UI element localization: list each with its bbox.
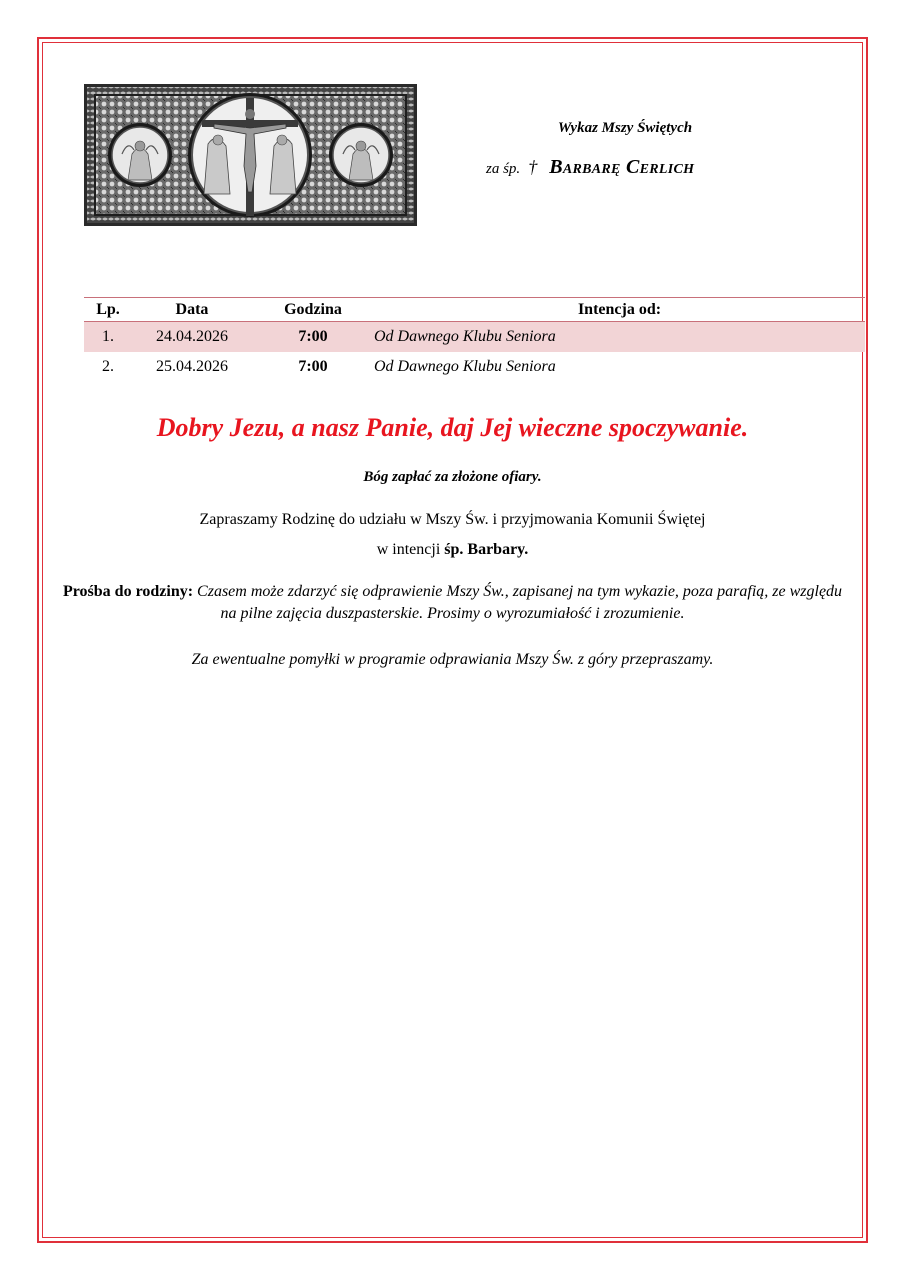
request-text: Czasem może zdarzyć się odprawienie Mszy Św., zapisanej na tym wykazie, poza parafią, ze względu na pilne zajęcia duszpasterskie. Prosimy o wyrozumiałość i zrozumienie.	[197, 583, 843, 622]
table-row	[84, 352, 865, 382]
invitation-name: śp. Barbary.	[444, 541, 529, 558]
document-title: Wykaz Mszy Świętych	[557, 120, 693, 136]
column-header-intention: Intencja od:	[374, 298, 865, 322]
invitation-line-1: Zapraszamy Rodzinę do udziału w Mszy Św. i przyjmowania Komunii Świętej	[199, 511, 706, 528]
invitation-prefix: w intencji	[376, 541, 441, 558]
deceased-name-line	[486, 156, 694, 179]
cell-hour: 7:00	[252, 322, 374, 353]
cell-date: 24.04.2026	[132, 322, 252, 353]
family-request	[60, 581, 845, 625]
name-prefix: za śp.	[486, 161, 521, 177]
cell-date: 25.04.2026	[156, 358, 228, 375]
column-header-lp: Lp.	[84, 298, 132, 322]
column-header-date: Data	[132, 298, 252, 322]
cell-intention: Od Dawnego Klubu Seniora	[374, 322, 865, 353]
mass-schedule-table	[84, 297, 865, 382]
cell-hour: 7:00	[298, 358, 328, 375]
crucifixion-emblem-image	[84, 84, 417, 226]
table-row	[84, 322, 865, 353]
column-header-hour: Godzina	[252, 298, 374, 322]
thanks-text: Bóg zapłać za złożone ofiary.	[363, 469, 542, 485]
prayer-text: Dobry Jezu, a nasz Panie, daj Jej wieczne spoczywanie.	[156, 413, 749, 442]
cross-symbol: †	[528, 157, 538, 177]
request-label: Prośba do rodziny:	[62, 583, 194, 600]
cell-intention: Od Dawnego Klubu Seniora	[374, 358, 556, 375]
invitation-line-2	[40, 541, 865, 559]
cell-lp: 1.	[84, 322, 132, 353]
table-header-row	[84, 298, 865, 322]
deceased-name: Barbarę Cerlich	[549, 156, 695, 178]
apology-text: Za ewentualne pomyłki w programie odprawiania Mszy Św. z góry przepraszamy.	[191, 651, 714, 668]
cell-lp: 2.	[102, 358, 114, 375]
